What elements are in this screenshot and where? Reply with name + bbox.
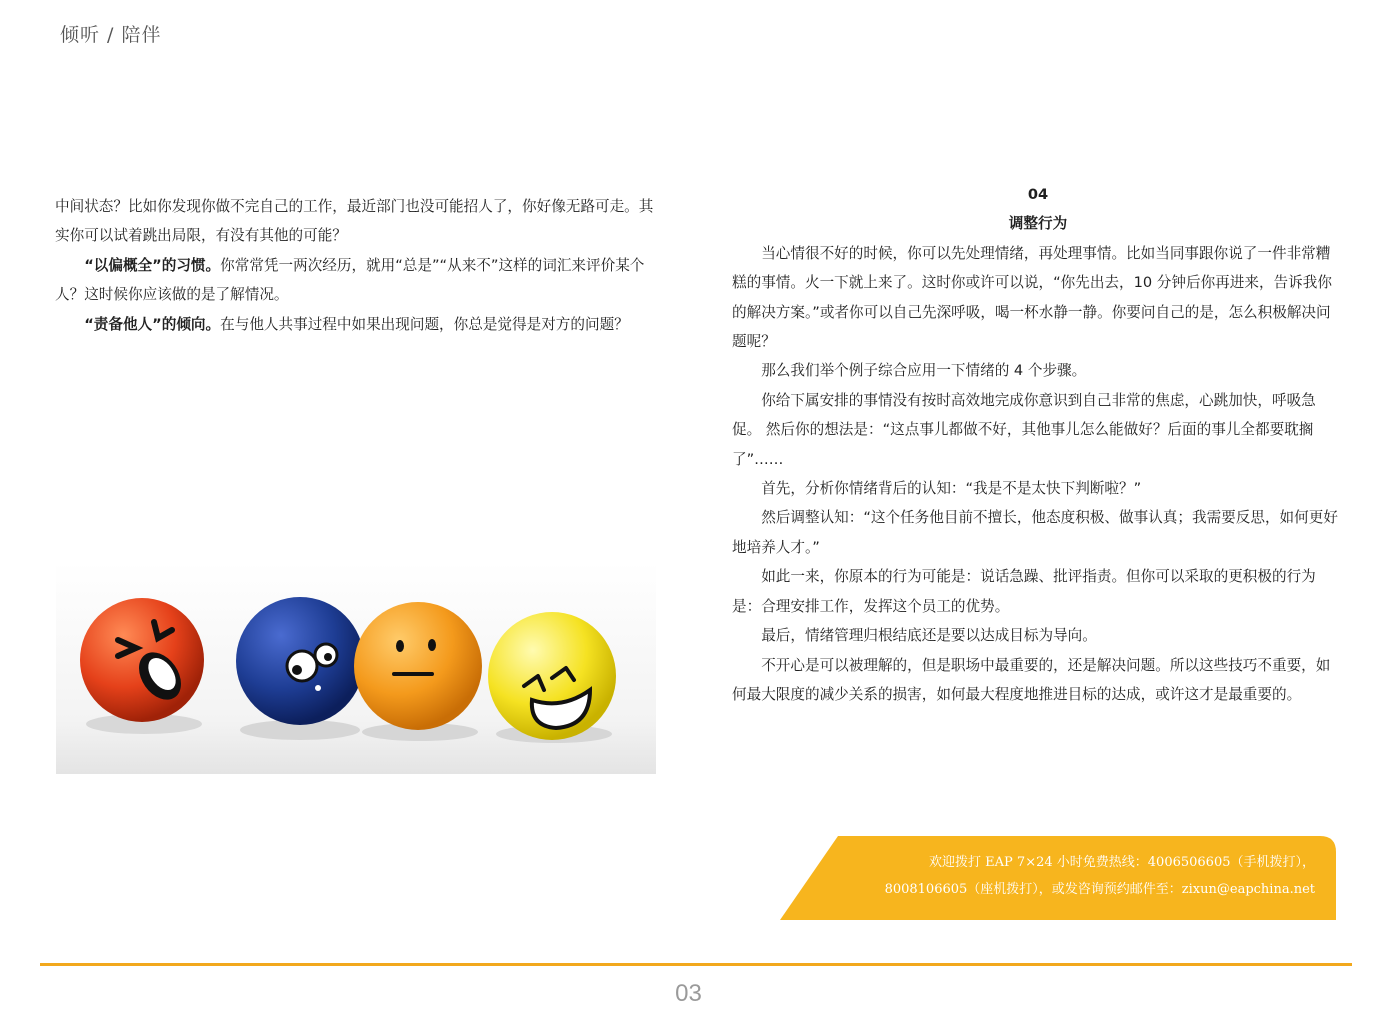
left-paragraph-3 (55, 310, 667, 339)
right-column (732, 180, 1344, 709)
hotline-line-2: 8008106605（座机拨打），或发咨询预约邮件至：zixun@eapchina.net (884, 882, 1315, 897)
right-paragraph-7: 最后，情绪管理归根结底还是要以达成目标为导向。 (761, 627, 1097, 645)
footer-rule (40, 963, 1352, 966)
header-title: 倾听 / 陪伴 (60, 24, 162, 46)
right-paragraph-5: 然后调整认知：“这个任务他目前不擅长，他态度积极、做事认真；我需要反思，如何更好地培养人才。” (732, 509, 1338, 556)
left-paragraph-2-bold: “以偏概全”的习惯。 (84, 256, 221, 274)
hotline-line-1: 欢迎拨打 EAP 7×24 小时免费热线：4006506605（手机拨打）， (929, 855, 1315, 870)
left-paragraph-2 (55, 251, 667, 310)
left-paragraph-3-text: 在与他人共事过程中如果出现问题，你总是觉得是对方的问题？ (220, 315, 629, 333)
left-paragraph-1: 中间状态？比如你发现你做不完自己的工作，最近部门也没可能招人了，你好像无路可走。其实你可以试着跳出局限，有没有其他的可能？ (55, 198, 654, 245)
emoji-balls-photo (56, 562, 656, 774)
left-paragraph-2-text: 你常常凭一两次经历，就用“总是”“从来不”这样的词汇来评价某个人？这时候你应该做的是了解情况。 (55, 256, 645, 304)
left-paragraph-3-bold: “责备他人”的倾向。 (84, 315, 221, 333)
right-paragraph-1: 当心情很不好的时候，你可以先处理情绪，再处理事情。比如当同事跟你说了一件非常糟糕的事情。火一下就上来了。这时你或许可以说，“你先出去，10 分钟后你再进来，告诉我你的解决方案。”或者你可以自己先深呼吸，喝一杯水静一静。你要问自己的是，怎么积极解决问题呢？ (732, 244, 1332, 351)
right-paragraph-2: 那么我们举个例子综合应用一下情绪的 4 个步骤。 (761, 362, 1087, 380)
right-paragraph-3: 你给下属安排的事情没有按时高效地完成你意识到自己非常的焦虑，心跳加快，呼吸急促。 然后你的想法是：“这点事儿都做不好，其他事儿怎么能做好？后面的事儿全都要耽搁了”…… (732, 391, 1316, 468)
page-number: 03 (675, 980, 702, 1007)
section-number: 04 (1027, 186, 1049, 203)
right-paragraph-8: 不开心是可以被理解的，但是职场中最重要的，还是解决问题。所以这些技巧不重要，如何最大限度的减少关系的损害，如何最大程度地推进目标的达成，或许这才是最重要的。 (732, 656, 1331, 703)
right-paragraph-6: 如此一来，你原本的行为可能是：说话急躁、批评指责。但你可以采取的更积极的行为是：合理安排工作，发挥这个员工的优势。 (732, 568, 1316, 615)
left-column (55, 192, 667, 339)
right-paragraph-4: 首先，分析你情绪背后的认知：“我是不是太快下判断啦？” (761, 480, 1142, 498)
section-heading: 调整行为 (1008, 215, 1068, 233)
hotline-text (800, 849, 1315, 903)
